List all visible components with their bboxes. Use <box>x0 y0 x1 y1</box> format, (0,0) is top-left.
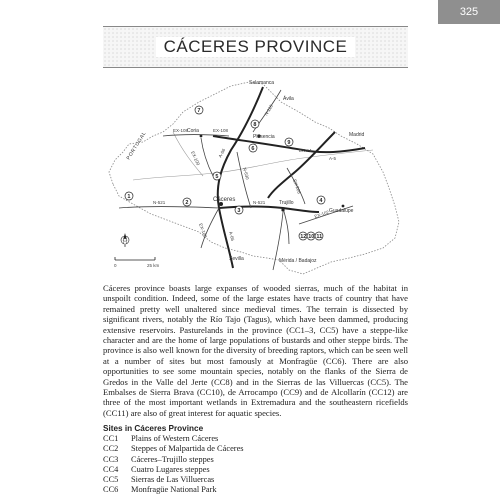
svg-text:5: 5 <box>215 174 219 180</box>
svg-text:12: 12 <box>300 234 307 240</box>
river-tajo <box>133 150 373 180</box>
north-arrow-icon <box>121 233 129 247</box>
label-avila: Ávila <box>283 96 294 102</box>
road-label-ex-a1: EX-A1 <box>299 148 313 153</box>
road-a5 <box>268 132 335 198</box>
svg-text:2: 2 <box>185 200 189 206</box>
road-a66 <box>218 87 263 268</box>
title-band <box>103 26 408 68</box>
site-marker-6 <box>249 144 257 152</box>
road-n521-west <box>119 207 219 209</box>
site-marker-5 <box>213 172 221 180</box>
road-label-ex100: EX-100 <box>198 222 208 239</box>
town-marker-trujillo <box>281 208 284 211</box>
label-sevilla: Sevilla <box>229 256 244 262</box>
site-name: Plains of Western Cáceres <box>131 434 219 443</box>
svg-text:7: 7 <box>197 108 201 114</box>
scale-bar <box>114 257 160 268</box>
road-label-n521-west: N-521 <box>153 200 166 205</box>
town-marker-guadalupe <box>342 205 345 208</box>
svg-text:10: 10 <box>308 234 315 240</box>
site-name: Sierras de Las Villuercas <box>131 475 215 485</box>
province-map <box>103 72 408 277</box>
site-marker-12 <box>299 232 307 240</box>
site-code: CC1 <box>103 434 119 443</box>
site-name: Cuatro Lugares steppes <box>131 464 210 474</box>
site-marker-4 <box>317 196 325 204</box>
label-madrid: Madrid <box>349 132 365 138</box>
label-plasencia: Plasencia <box>253 134 275 140</box>
site-marker-11 <box>315 232 323 240</box>
svg-text:9: 9 <box>287 140 291 146</box>
svg-text:11: 11 <box>316 234 323 240</box>
site-code: CC6 <box>103 485 119 495</box>
site-name: Monfragüe National Park <box>131 485 217 495</box>
list-item <box>103 465 408 475</box>
road-label-n630: N-630 <box>242 166 251 181</box>
label-guadalupe: Guadalupe <box>329 208 354 214</box>
road-label-n521-east: N-521 <box>253 200 266 205</box>
road-n630 <box>237 152 251 208</box>
site-marker-10 <box>307 232 315 240</box>
label-caceres: Cáceres <box>213 197 236 203</box>
site-marker-9 <box>285 138 293 146</box>
road-label-a66-north: A-66 <box>217 147 227 159</box>
site-code: CC3 <box>103 454 119 464</box>
road-ex108 <box>163 135 229 137</box>
road-label-ex108-west: EX-108 <box>173 128 189 133</box>
list-item <box>103 475 408 485</box>
road-n521-east <box>283 208 289 244</box>
label-merida: Mérida / Badajoz <box>279 258 317 264</box>
label-trujillo: Trujillo <box>279 200 294 206</box>
road-ex109 <box>201 138 213 176</box>
list-item <box>103 485 408 495</box>
road-label-a5: A-5 <box>329 156 337 161</box>
svg-text:3: 3 <box>237 208 241 214</box>
svg-text:4: 4 <box>319 198 323 204</box>
town-marker-coria <box>200 135 203 138</box>
svg-text:6: 6 <box>251 146 255 152</box>
road-label-n110: N-110 <box>263 103 274 117</box>
river-tributary <box>173 132 203 176</box>
site-marker-3 <box>235 206 243 214</box>
page-number: 325 <box>438 0 500 24</box>
sites-list <box>103 434 408 496</box>
body-paragraph: Cáceres province boasts large expanses of wooded sierras, much of the habitat in unspoilt condition. Indeed, some of the large estates have tracts of country that have remained pretty well unaltered since medieval times. The terrain is dissected by significant rivers, notably the Río Tajo (Tagus), which have been dammed, producing extensive reservoirs. Pasturelands in the province (CC1–3, CC5) have a steppe-like character and are the home of large populations of bustards and other steppe birds. The province is also well known for the diversity of breeding raptors, which can be seen well at a number of sites but most famously at Monfragüe (CC6). There are also opportunities to see some mountain species, notably on the flanks of the Sierra de Gredos in the Valle del Jerte (CC8) and in the Sierras de las Villuercas (CC5). The Embalses de Sierra Brava (CC10), de Arrocampo (CC9) and de Alcollarín (CC12) are three of the most important wetlands in Extremadura and the southeastern ricefields (CC11) are also of great interest for aquatic species. <box>103 283 408 418</box>
road-label-ex102: EX-102 <box>313 209 330 219</box>
svg-text:8: 8 <box>253 122 257 128</box>
site-code: CC5 <box>103 475 119 485</box>
scale-start-label: 0 <box>114 263 117 268</box>
road-a58 <box>219 207 319 213</box>
site-marker-1 <box>125 192 133 200</box>
scale-end-label: 25 km <box>147 263 160 268</box>
road-label-a66-south: A-66 <box>228 230 236 242</box>
label-salamanca: Salamanca <box>249 80 275 86</box>
sites-heading: Sites in Cáceres Province <box>103 424 204 433</box>
site-name: Cáceres–Trujillo steppes <box>131 454 214 464</box>
site-marker-7 <box>195 106 203 114</box>
list-item <box>103 434 408 444</box>
list-item <box>103 444 408 454</box>
label-portugal: PORTUGAL <box>125 130 148 162</box>
site-name: Steppes of Malpartida de Cáceres <box>131 444 244 454</box>
site-code: CC2 <box>103 444 119 454</box>
label-coria: Coria <box>187 128 199 134</box>
map-svg <box>103 72 408 277</box>
road-label-ex208: EX-208 <box>292 178 302 195</box>
road-label-ex108-east: EX-108 <box>213 128 229 133</box>
site-marker-8 <box>251 120 259 128</box>
road-label-ex109: EX-109 <box>190 150 201 167</box>
site-code: CC4 <box>103 464 119 474</box>
site-marker-2 <box>183 198 191 206</box>
svg-text:1: 1 <box>127 194 131 200</box>
page-title: CÁCERES PROVINCE <box>156 37 356 57</box>
list-item <box>103 455 408 465</box>
